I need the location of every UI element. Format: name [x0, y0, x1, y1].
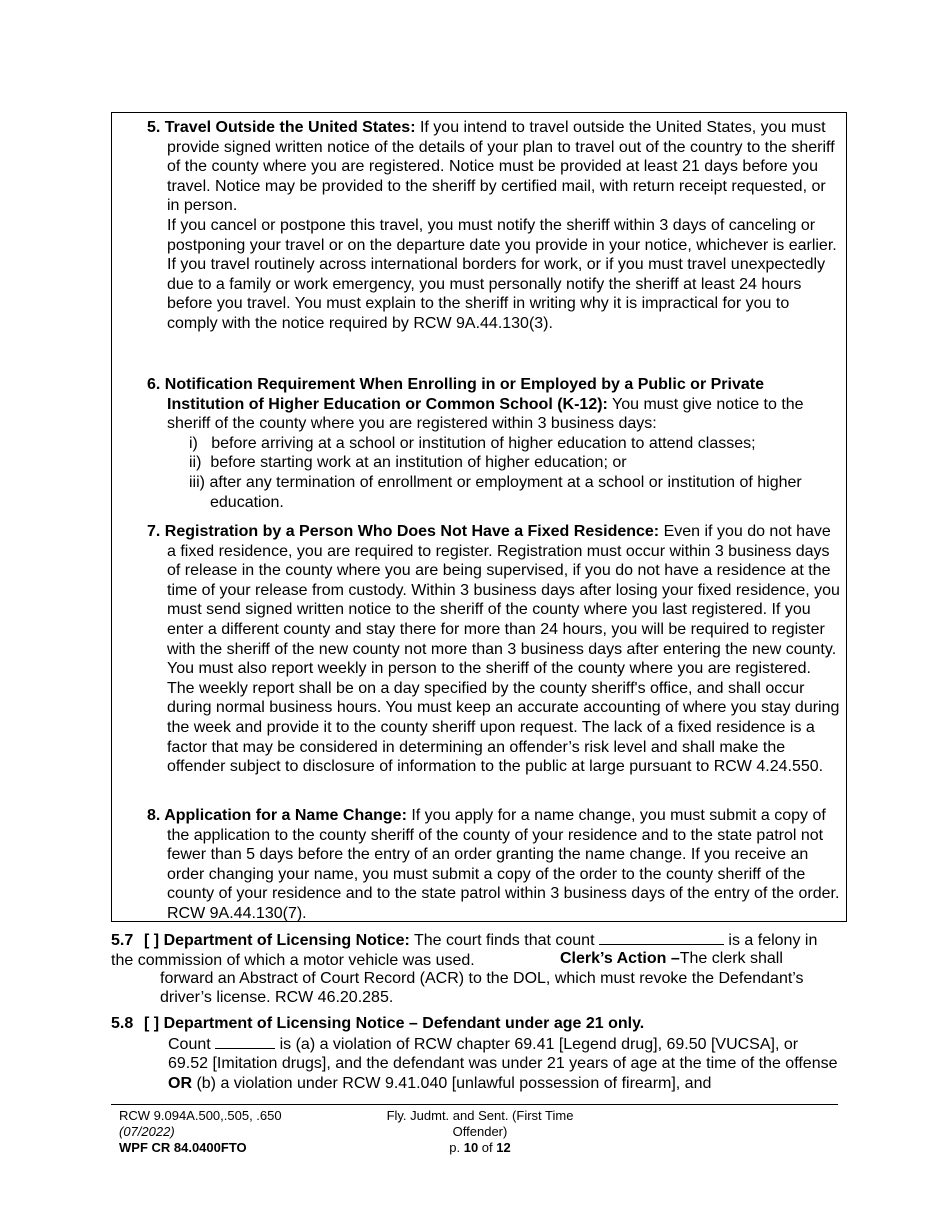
count-blank-field[interactable] — [599, 930, 724, 945]
section-5-7: 5.7 [ ] Department of Licensing Notice: The court finds that count is a felony in the commission of which a motor vehicle was used. — [111, 932, 818, 969]
item6-list — [147, 434, 842, 512]
list-item: i) before arriving at a school or institution of higher education to attend classes; — [189, 434, 756, 452]
section-heading: Department of Licensing Notice: — [163, 932, 410, 949]
section-number: 5.7 — [111, 932, 134, 949]
item7-text: Even if you do not have a fixed residence, you are required to register. Registration must occur within 3 business days of release in the county where you are being supervised, if you do not have a residence at the time of your release from custody. Within 3 business days after losing your fixed residence, you must send signed written notice to the sheriff of the county where you last registered. If you enter a different county and stay there for more than 24 hours, you will be required to register with the sheriff of the new county not more than 3 business days after entering the new county. You must also report weekly in person to the sheriff of the county where you are registered. The weekly report shall be on a day specified by the county sheriff's office, and shall occur during normal business hours. You must keep an accurate accounting of where you stay during the week and provide it to the county sheriff upon request. The lack of a fixed residence is a factor that may be considered in determining an offender’s risk level and shall make the offender subject to disclosure of information to the public at large pursuant to RCW 4.24.550. — [167, 523, 840, 776]
checkbox[interactable]: [ ] — [144, 932, 160, 949]
item-travel-outside-us — [147, 118, 842, 334]
count-blank-field[interactable] — [215, 1034, 275, 1049]
item5-text: If you intend to travel outside the United States, you must provide signed written notice of the details of your plan to travel out of the country to the sheriff of the county where you are registered. Notice must be provided at least 21 days before you travel. Notice may be provided to the sheriff by certified mail, with return receipt requested, or in person. — [167, 119, 835, 215]
footer-form-id: WPF CR 84.0400FTO — [119, 1140, 247, 1155]
item8-heading: 8. Application for a Name Change: — [147, 807, 407, 824]
section-5-7-cont: Clerk’s Action –The clerk shall forward an Abstract of Court Record (ACR) to the DOL, which must revoke the Defendant’s driver’s license. RCW 46.20.285. — [160, 950, 804, 1007]
footer-divider — [111, 1104, 838, 1105]
footer-page: p. 10 of 12 — [449, 1140, 511, 1155]
footer-date: (07/2022) — [119, 1124, 175, 1139]
checkbox[interactable]: [ ] — [144, 1015, 160, 1032]
list-item: ii) before starting work at an institution of higher education; or — [189, 454, 627, 472]
item-name-change — [147, 806, 842, 924]
item-no-fixed-residence — [147, 522, 842, 777]
item5-para3: If you travel routinely across international borders for work, or if you must travel unexpectedly due to a family or work emergency, you must personally notify the sheriff at least 24 hours before you travel. You must explain to the sheriff in writing why it is impractical for you to comply with the notice required by RCW 9A.44.130(3). — [167, 256, 826, 332]
footer-title-1: Fly. Judmt. and Sent. (First Time — [386, 1108, 574, 1123]
item5-para2: If you cancel or postpone this travel, you must notify the sheriff within 3 days of canceling or postponing your travel or on the departure date you provide in your notice, whichever is earlier. — [167, 216, 837, 254]
item8-text: If you apply for a name change, you must submit a copy of the application to the county sheriff of the county of your residence and to the state patrol not fewer than 5 days before the entry of an order granting the name change. If you receive an order changing your name, you must submit a copy of the order to the county sheriff of the county of your residence and to the state patrol within 3 business days of the entry of the order. RCW 9A.44.130(7). — [167, 807, 840, 922]
footer-title-2: Offender) — [452, 1124, 508, 1139]
footer-center — [360, 1108, 600, 1156]
item7-heading: 7. Registration by a Person Who Does Not Have a Fixed Residence: — [147, 523, 660, 540]
section-heading: Department of Licensing Notice – Defendant under age 21 only. — [163, 1015, 645, 1032]
item6-text: You must give notice to the sheriff of the county where you are registered within 3 business days: — [167, 395, 804, 433]
list-item: iii) after any termination of enrollment or employment at a school or institution of higher education. — [189, 473, 802, 511]
item6-heading: 6. Notification Requirement When Enrolling in or Employed by a Public or Private Institution of Higher Education or Common School (K-12): — [147, 376, 764, 413]
item5-heading: 5. Travel Outside the United States: — [147, 119, 416, 136]
footer-left — [119, 1108, 282, 1156]
section-number: 5.8 — [111, 1015, 134, 1032]
item-higher-education-notice — [147, 375, 842, 512]
clerk-action: Clerk’s Action – — [560, 950, 680, 967]
section-5-8: 5.8 [ ] Department of Licensing Notice – Defendant under age 21 only. Count is (a) a violation of RCW chapter 69.41 [Legend drug], 69.50 [VUCSA], or 69.52 [Imitation drugs], and the defendant was under 21 years of age at the time of the offense OR (b) a violation under RCW 9.41.040 [unlawful possession of firearm], and — [111, 1015, 838, 1092]
footer-rcw: RCW 9.094A.500,.505, .650 — [119, 1108, 282, 1123]
